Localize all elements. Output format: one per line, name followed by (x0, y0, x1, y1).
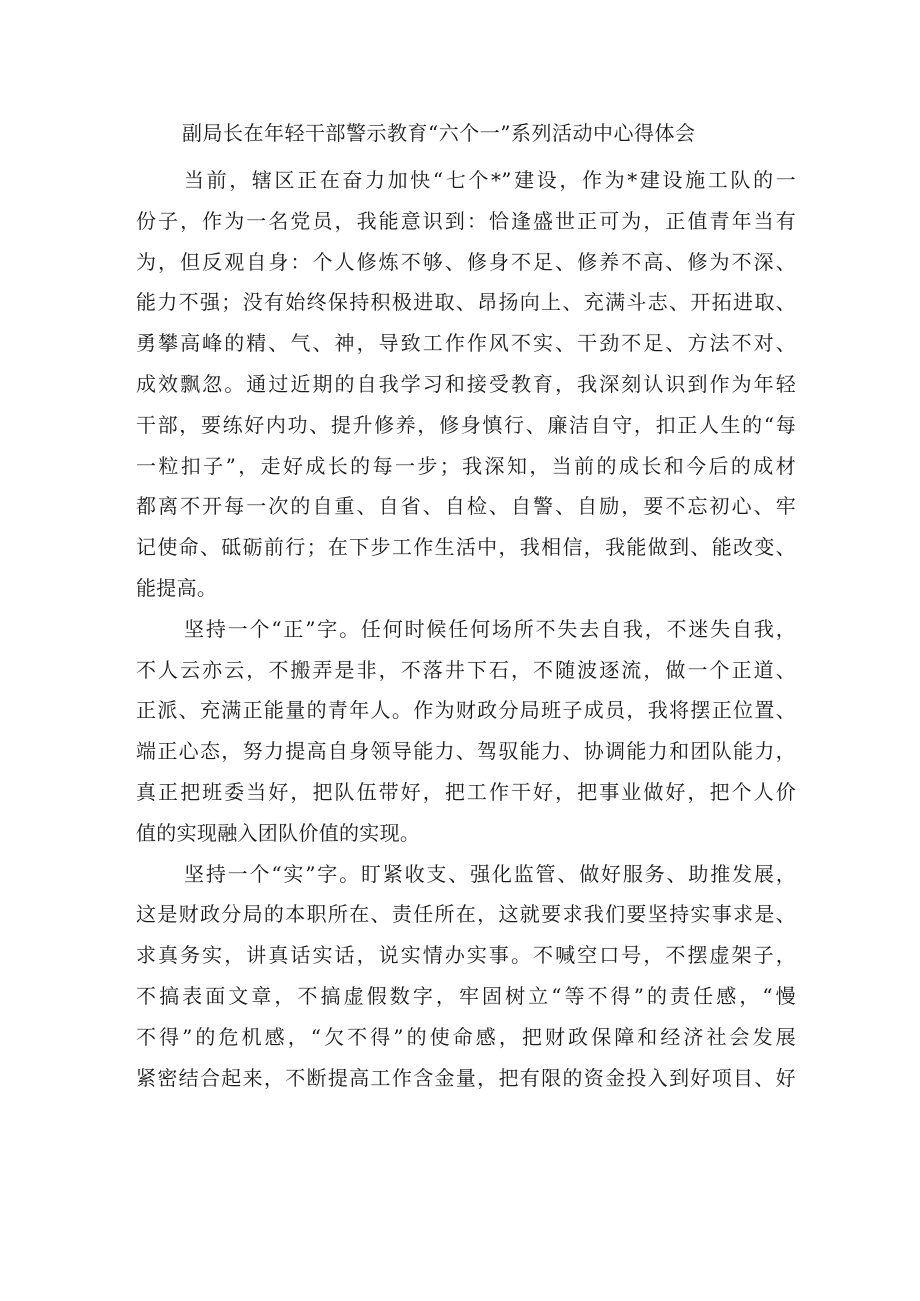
document-title: 副局长在年轻干部警示教育“六个一”系列活动中心得体会 (182, 121, 696, 145)
paragraph-1-line: 当前，辖区正在奋力加快“七个*”建设，作为*建设施工队的一 (184, 168, 796, 192)
paragraph-1-line: 能提高。 (136, 575, 218, 600)
paragraph-1-line: 为，但反观自身：个人修炼不够、修身不足、修养不高、修为不深、 (136, 249, 796, 274)
document-body (136, 160, 796, 1098)
paragraph-2-line: 值的实现融入团队价值的实现。 (136, 820, 421, 845)
paragraph-1-line: 能力不强；没有始终保持积极进取、昂扬向上、充满斗志、开拓进取、 (136, 290, 796, 315)
paragraph-2-line: 不人云亦云，不搬弄是非，不落井下石，不随波逐流，做一个正道、 (136, 657, 796, 682)
paragraph-1-line: 一粒扣子”，走好成长的每一步；我深知，当前的成长和今后的成材 (136, 453, 796, 478)
paragraph-2-line: 端正心态，努力提高自身领导能力、驾驭能力、协调能力和团队能力， (136, 739, 796, 764)
paragraph-1-line: 都离不开每一次的自重、自省、自检、自警、自励，要不忘初心、牢 (136, 494, 796, 519)
paragraph-1-line: 勇攀高峰的精、气、神，导致工作作风不实、干劲不足、方法不对、 (136, 331, 796, 356)
paragraph-3-line: 坚持一个“实”字。盯紧收支、强化监管、做好服务、助推发展， (184, 861, 796, 886)
paragraph-2-line: 真正把班委当好，把队伍带好，把工作干好，把事业做好，把个人价 (136, 779, 796, 804)
paragraph-2-line: 正派、充满正能量的青年人。作为财政分局班子成员，我将摆正位置、 (136, 698, 796, 723)
paragraph-1-line: 成效飘忽。通过近期的自我学习和接受教育，我深刻认识到作为年轻 (136, 371, 796, 396)
paragraph-1-line: 记使命、砥砺前行；在下步工作生活中，我相信，我能做到、能改变、 (136, 535, 796, 560)
paragraph-2-line: 坚持一个“正”字。任何时候任何场所不失去自我，不迷失自我， (184, 616, 796, 641)
paragraph-1-line: 干部，要练好内功、提升修养，修身慎行、廉洁自守，扣正人生的“每 (136, 412, 796, 437)
paragraph-3-line: 这是财政分局的本职所在、责任所在，这就要求我们要坚持实事求是、 (136, 902, 796, 927)
paragraph-3-line: 紧密结合起来，不断提高工作含金量，把有限的资金投入到好项目、好 (136, 1065, 796, 1090)
paragraph-3-line: 不搞表面文章，不搞虚假数字，牢固树立“等不得”的责任感，“慢 (136, 983, 796, 1008)
paragraph-3-line: 不得”的危机感，“欠不得”的使命感，把财政保障和经济社会发展 (136, 1024, 796, 1049)
paragraph-3-line: 求真务实，讲真话实话，说实情办实事。不喊空口号，不摆虚架子， (136, 943, 796, 968)
paragraph-1-line: 份子，作为一名党员，我能意识到：恰逢盛世正可为，正值青年当有 (136, 208, 796, 233)
